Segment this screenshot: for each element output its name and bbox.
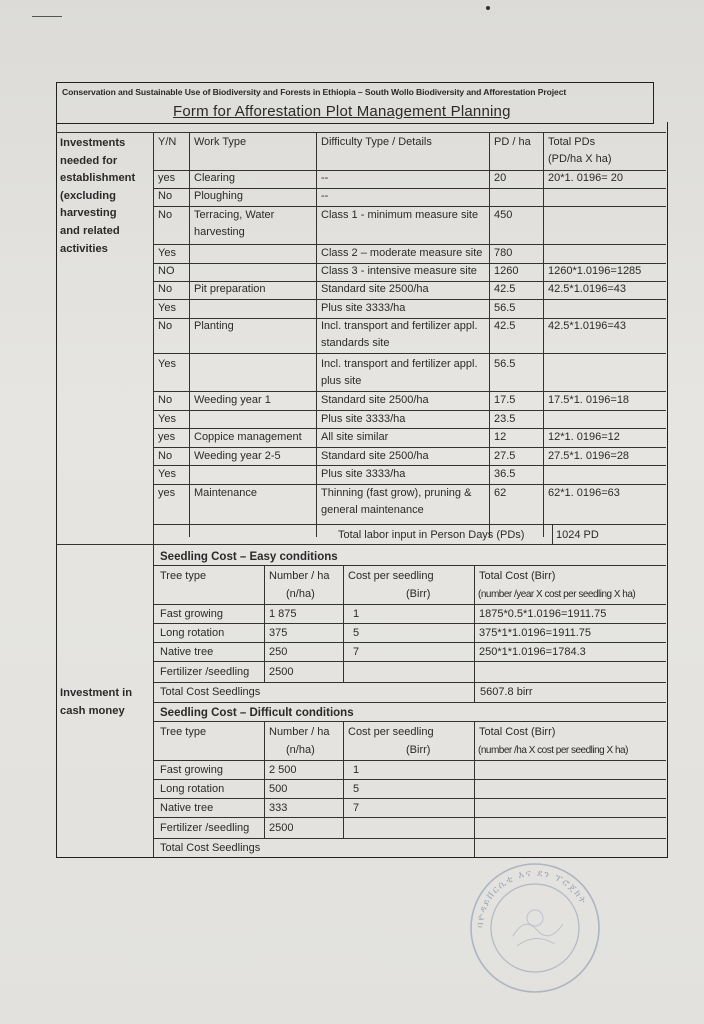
row-work: Planting xyxy=(194,320,234,332)
difficult-header-total-sub: (number /ha X cost per seedling X ha) xyxy=(478,745,628,756)
easy-row-cost: 5 xyxy=(353,627,360,639)
row-work: Pit preparation xyxy=(194,283,266,295)
row-pd: 12 xyxy=(494,431,507,443)
row-pd: 450 xyxy=(494,209,513,221)
row-work: Terracing, Water xyxy=(194,209,275,221)
header-pd-ha: PD / ha xyxy=(494,136,531,148)
header-yn: Y/N xyxy=(158,136,177,148)
row-total: 42.5*1.0196=43 xyxy=(548,320,626,332)
row-yn: Yes xyxy=(158,413,176,425)
easy-conditions-title: Seedling Cost – Easy conditions xyxy=(160,551,338,563)
row-pd: 36.5 xyxy=(494,468,516,480)
row-yn: No xyxy=(158,394,173,406)
row-details: Plus site 3333/ha xyxy=(321,468,406,480)
row-yn: yes xyxy=(158,172,176,184)
row-yn: Yes xyxy=(158,358,176,370)
row-pd: 42.5 xyxy=(494,283,516,295)
difficult-total-label: Total Cost Seedlings xyxy=(160,842,261,854)
stamp-text: ባዮዳይቨርሲቲ እና ደን ፕሮጀክት xyxy=(474,867,589,929)
row-yn: No xyxy=(158,450,173,462)
total-labor-label: Total labor input in Person Days (PDs) xyxy=(338,529,525,541)
row-yn: No xyxy=(158,190,173,202)
header-work-type: Work Type xyxy=(194,136,247,148)
investment-cash-label: Investment in cash money xyxy=(60,687,133,717)
difficult-header-cost: Cost per seedling xyxy=(348,726,434,738)
row-yn: yes xyxy=(158,431,176,443)
row-total: 27.5*1. 0196=28 xyxy=(548,450,630,462)
row-pd: 27.5 xyxy=(494,450,516,462)
row-details: Standard site 2500/ha xyxy=(321,394,429,406)
row-total: 20*1. 0196= 20 xyxy=(548,172,623,184)
row-pd: 20 xyxy=(494,172,507,184)
form-title: Form for Afforestation Plot Management Planning xyxy=(173,103,511,120)
row-pd: 23.5 xyxy=(494,413,516,425)
row-total: 17.5*1. 0196=18 xyxy=(548,394,630,406)
easy-total-value: 5607.8 birr xyxy=(480,686,533,698)
row-total: 62*1. 0196=63 xyxy=(548,487,620,499)
row-pd: 56.5 xyxy=(494,302,516,314)
row-pd: 42.5 xyxy=(494,320,516,332)
row-details: Class 2 – moderate measure site xyxy=(321,247,483,259)
row-pd: 17.5 xyxy=(494,394,516,406)
row-details-cont: standards site xyxy=(321,337,390,349)
total-labor-value: 1024 PD xyxy=(556,529,599,541)
row-details: Incl. transport and fertilizer appl. xyxy=(321,320,478,332)
easy-row-number: 250 xyxy=(269,646,288,658)
easy-total-label: Total Cost Seedlings xyxy=(160,686,261,698)
difficult-header-tree: Tree type xyxy=(160,726,207,738)
row-details: Class 3 - intensive measure site xyxy=(321,265,477,277)
difficult-row-cost: 5 xyxy=(353,783,360,795)
difficult-row-tree: Fast growing xyxy=(160,764,223,776)
row-details-cont: general maintenance xyxy=(321,504,424,516)
project-title: Conservation and Sustainable Use of Biodiversity and Forests in Ethiopia – South Wollo Biodiversity and Afforestation Project xyxy=(62,87,567,97)
row-yn: Yes xyxy=(158,247,176,259)
difficult-row-tree: Long rotation xyxy=(160,783,225,795)
easy-header-total-sub: (number /year X cost per seedling X ha) xyxy=(478,589,636,600)
row-work: Clearing xyxy=(194,172,235,184)
easy-header-tree: Tree type xyxy=(160,570,207,582)
row-yn: No xyxy=(158,320,173,332)
row-work: Weeding year 2-5 xyxy=(194,450,281,462)
easy-header-total: Total Cost (Birr) xyxy=(479,570,556,582)
ink-dot xyxy=(486,6,490,10)
difficult-row-number: 2500 xyxy=(269,822,294,834)
row-pd: 1260 xyxy=(494,265,519,277)
pen-mark xyxy=(32,10,62,17)
row-yn: No xyxy=(158,283,173,295)
header-total-pds-sub: (PD/ha X ha) xyxy=(548,153,612,165)
row-total: 42.5*1.0196=43 xyxy=(548,283,626,295)
difficult-header-cost-sub: (Birr) xyxy=(406,744,431,756)
row-yn: Yes xyxy=(158,468,176,480)
easy-row-cost: 7 xyxy=(353,646,360,658)
investment-establishment-label: Investments needed for establishment (excluding harvesting and related activities xyxy=(60,137,136,255)
row-work: Maintenance xyxy=(194,487,257,499)
difficult-row-tree: Native tree xyxy=(160,802,214,814)
easy-row-total: 1875*0.5*1.0196=1911.75 xyxy=(479,608,607,620)
easy-row-tree: Fast growing xyxy=(160,608,223,620)
row-details: Standard site 2500/ha xyxy=(321,450,429,462)
row-details: Thinning (fast grow), pruning & xyxy=(321,487,472,499)
row-details: -- xyxy=(321,190,329,202)
difficult-header-number: Number / ha xyxy=(269,726,330,738)
easy-row-total: 375*1*1.0196=1911.75 xyxy=(479,627,592,639)
easy-header-number-sub: (n/ha) xyxy=(286,588,315,600)
difficult-row-cost: 7 xyxy=(353,802,360,814)
row-work: Weeding year 1 xyxy=(194,394,271,406)
easy-row-cost: 1 xyxy=(353,608,360,620)
row-details-cont: plus site xyxy=(321,375,362,387)
row-details: Plus site 3333/ha xyxy=(321,302,406,314)
row-details: -- xyxy=(321,172,329,184)
row-total: 1260*1.0196=1285 xyxy=(548,265,642,277)
row-total: 12*1. 0196=12 xyxy=(548,431,620,443)
header-total-pds: Total PDs xyxy=(548,136,596,148)
easy-row-number: 2500 xyxy=(269,666,294,678)
difficult-row-number: 500 xyxy=(269,783,288,795)
difficult-row-number: 2 500 xyxy=(269,764,297,776)
difficult-header-total: Total Cost (Birr) xyxy=(479,726,556,738)
easy-header-cost: Cost per seedling xyxy=(348,570,434,582)
easy-row-number: 375 xyxy=(269,627,288,639)
easy-row-tree: Fertilizer /seedling xyxy=(160,666,250,678)
difficult-row-number: 333 xyxy=(269,802,288,814)
row-pd: 780 xyxy=(494,247,513,259)
easy-row-number: 1 875 xyxy=(269,608,297,620)
row-pd: 62 xyxy=(494,487,507,499)
planning-form xyxy=(56,82,668,858)
row-yn: NO xyxy=(158,265,175,277)
row-details: Class 1 - minimum measure site xyxy=(321,209,479,221)
row-work-cont: harvesting xyxy=(194,226,245,238)
row-details: Standard site 2500/ha xyxy=(321,283,429,295)
row-work: Coppice management xyxy=(194,431,302,443)
row-details: Incl. transport and fertilizer appl. xyxy=(321,358,478,370)
difficult-row-cost: 1 xyxy=(353,764,360,776)
row-pd: 56.5 xyxy=(494,358,516,370)
easy-row-total: 250*1*1.0196=1784.3 xyxy=(479,646,586,658)
row-details: Plus site 3333/ha xyxy=(321,413,406,425)
difficult-header-number-sub: (n/ha) xyxy=(286,744,315,756)
difficult-row-tree: Fertilizer /seedling xyxy=(160,822,250,834)
row-yn: No xyxy=(158,209,173,221)
header-difficulty: Difficulty Type / Details xyxy=(321,136,432,148)
row-yn: yes xyxy=(158,487,176,499)
easy-header-number: Number / ha xyxy=(269,570,330,582)
easy-row-tree: Long rotation xyxy=(160,627,225,639)
easy-row-tree: Native tree xyxy=(160,646,214,658)
official-stamp xyxy=(465,858,605,998)
row-details: All site similar xyxy=(321,431,389,443)
difficult-conditions-title: Seedling Cost – Difficult conditions xyxy=(160,707,354,719)
row-yn: Yes xyxy=(158,302,176,314)
row-work: Ploughing xyxy=(194,190,243,202)
easy-header-cost-sub: (Birr) xyxy=(406,588,431,600)
